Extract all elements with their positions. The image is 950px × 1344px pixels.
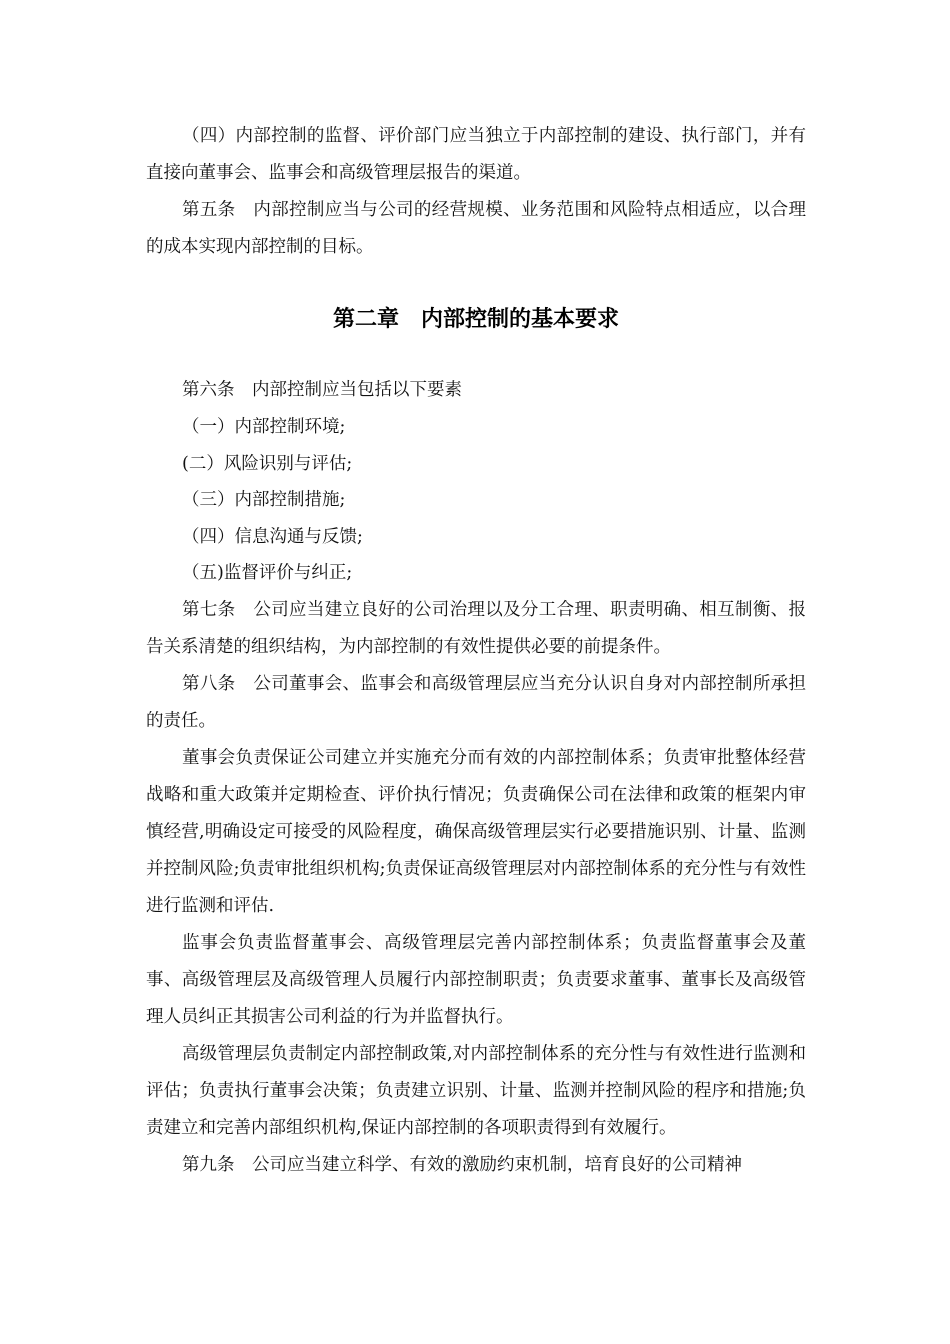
- paragraph-board-duties: 董事会负责保证公司建立并实施充分而有效的内部控制体系；负责审批整体经营战略和重大政策并定期检查、评价执行情况；负责确保公司在法律和政策的框架内审慎经营,明确设定可接受的风险程度，确保高级管理层实行必要措施识别、计量、监测并控制风险;负责审批组织机构;负责保证高级管理层对内部控制体系的充分性与有效性进行监测和评估.: [146, 747, 806, 916]
- paragraph-item-four-supervision: （四）内部控制的监督、评价部门应当独立于内部控制的建设、执行部门，并有直接向董事会、监事会和高级管理层报告的渠道。: [146, 126, 806, 183]
- paragraph-article-5: 第五条 内部控制应当与公司的经营规模、业务范围和风险特点相适应，以合理的成本实现内部控制的目标。: [146, 200, 806, 257]
- document-page: [146, 118, 806, 1184]
- paragraph-article-7: 第七条 公司应当建立良好的公司治理以及分工合理、职责明确、相互制衡、报告关系清楚的组织结构，为内部控制的有效性提供必要的前提条件。: [146, 599, 806, 657]
- list-item-element-1: （一）内部控制环境;: [182, 417, 346, 437]
- paragraph-article-8: 第八条 公司董事会、监事会和高级管理层应当充分认识自身对内部控制所承担的责任。: [146, 673, 806, 731]
- spacer: [146, 266, 806, 306]
- list-item-element-2: (二）风险识别与评估;: [182, 453, 353, 474]
- list-item-element-3: （三）内部控制措施;: [182, 490, 346, 510]
- spacer: [146, 334, 806, 372]
- paragraph-article-9: 第九条 公司应当建立科学、有效的激励约束机制，培育良好的公司精神: [182, 1154, 742, 1175]
- list-item-element-5: （五)监督评价与纠正;: [182, 563, 353, 583]
- paragraph-article-6-intro: 第六条 内部控制应当包括以下要素: [182, 380, 462, 400]
- list-item-element-4: （四）信息沟通与反馈;: [182, 526, 363, 547]
- paragraph-supervisory-board-duties: 监事会负责监督董事会、高级管理层完善内部控制体系；负责监督董事会及董事、高级管理层及高级管理人员履行内部控制职责；负责要求董事、董事长及高级管理人员纠正其损害公司利益的行为并监督执行。: [146, 932, 806, 1027]
- paragraph-senior-management-duties: 高级管理层负责制定内部控制政策,对内部控制体系的充分性与有效性进行监测和评估；负责执行董事会决策；负责建立识别、计量、监测并控制风险的程序和措施;负责建立和完善内部组织机构,保证内部控制的各项职责得到有效履行。: [146, 1043, 806, 1138]
- chapter-title: 第二章 内部控制的基本要求: [332, 307, 619, 332]
